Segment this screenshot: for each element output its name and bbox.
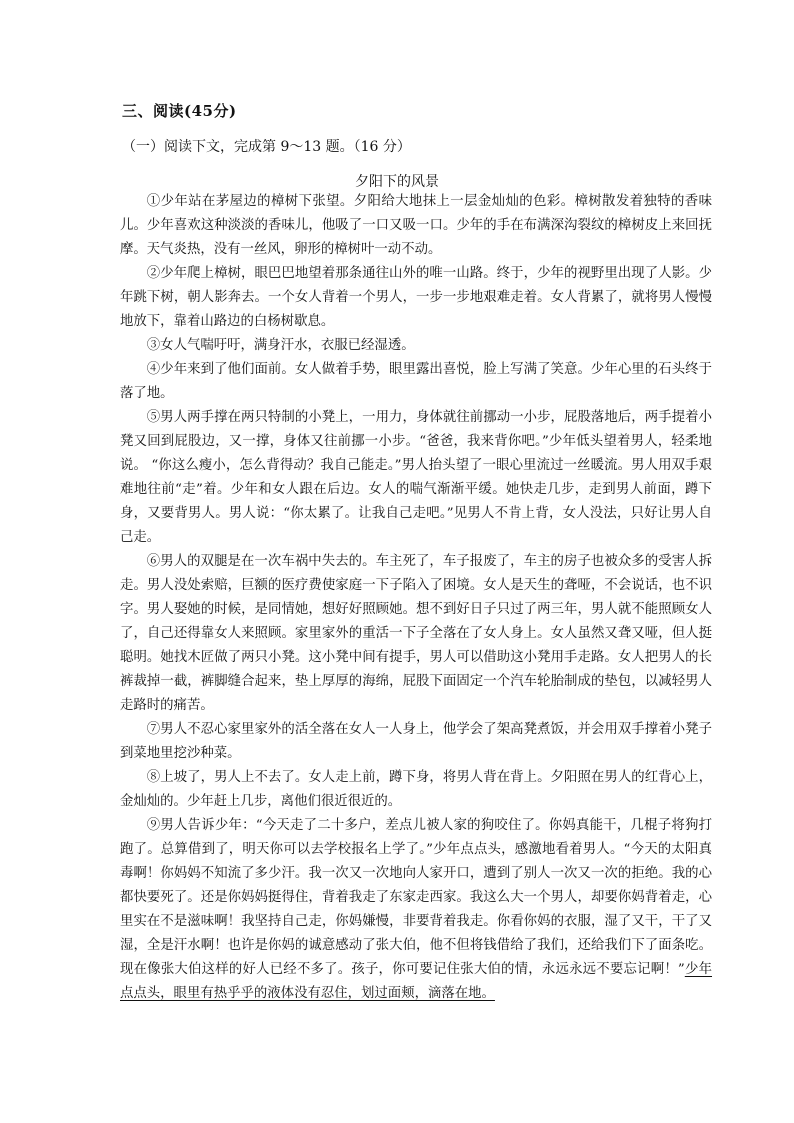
paragraph-3: ③女人气喘吁吁，满身汗水，衣服已经湿透。 — [146, 338, 415, 353]
paragraph-5: ⑤男人两手撑在两只特制的小凳上，一用力，身体就往前挪动一小步，屁股落地后，两手提着小凳又回到屁股边，又一撑，身体又往前挪一小步。“爸爸，我来背你吧。”少年低头望着男人，轻柔地说。 “你这么瘦小，怎么背得动？我自己能走。”男人抬头望了一眼心里流过一丝暖流。男人用双手艰难地往前“走”着。少年和女人跟在后边。女人的喘气渐渐平缓。她快走几步，走到男人前面，蹲下身，又要背男人。男人说：“你太累了。让我自己走吧。”见男人不肯上背，女人没法，只好让男人自己走。 — [120, 410, 712, 545]
paragraph-4: ④少年来到了他们面前。女人做着手势，眼里露出喜悦，脸上写满了笑意。少年心里的石头终于落了地。 — [120, 362, 712, 401]
story-title: 夕阳下的风景 — [355, 174, 439, 190]
paragraph-9 — [120, 814, 712, 1006]
paragraph-8: ⑧上坡了，男人上不去了。女人走上前，蹲下身，将男人背在背上。夕阳照在男人的红背心上，金灿灿的。少年赶上几步，离他们很近很近的。 — [120, 770, 712, 809]
underlined-sentence: 少年点点头，眼里有热乎乎的液体没有忍住，划过面颊，滴落在地。 — [120, 962, 713, 1001]
paragraph-7: ⑦男人不忍心家里家外的活全落在女人一人身上，他学会了架高凳煮饭，并会用双手撑着小凳子到菜地里挖沙种菜。 — [120, 722, 712, 761]
paragraph-2: ②少年爬上樟树，眼巴巴地望着那条通往山外的唯一山路。终于，少年的视野里出现了人影。少年跳下树，朝人影奔去。一个女人背着一个男人，一步一步地艰难走着。女人背累了，就将男人慢慢地放下，靠着山路边的白杨树歇息。 — [120, 266, 712, 329]
paragraph-6: ⑥男人的双腿是在一次车祸中失去的。车主死了，车子报废了，车主的房子也被众多的受害人拆走。男人没处索赔，巨额的医疗费使家庭一下子陷入了困境。女人是天生的聋哑，不会说话，也不识字。男人娶她的时候，是同情她，想好好照顾她。想不到好日子只过了两三年，男人就不能照顾女人了，自己还得靠女人来照顾。家里家外的重活一下子全落在了女人身上。女人虽然又聋又哑，但人挺聪明。她找木匠做了两只小凳。这小凳中间有提手，男人可以借助这小凳用手走路。女人把男人的长裤裁掉一截，裤脚缝合起来，垫上厚厚的海绵，屁股下面固定一个汽车轮胎制成的垫包，以减轻男人走路时的痛苦。 — [120, 554, 712, 713]
section-heading: 三、阅读(45分) — [122, 102, 237, 120]
story-body — [120, 190, 712, 1006]
question-intro: （一）阅读下文，完成第 9～13 题。（16 分） — [122, 139, 411, 155]
paragraph-1: ①少年站在茅屋边的樟树下张望。夕阳给大地抹上一层金灿灿的色彩。樟树散发着独特的香味儿。少年喜欢这种淡淡的香味儿，他吸了一口又吸一口。少年的手在布满深沟裂纹的樟树皮上来回抚摩。天气炎热，没有一丝风，卵形的樟树叶一动不动。 — [120, 194, 712, 257]
paragraph-9-text: ⑨男人告诉少年：“今天走了二十多户，差点儿被人家的狗咬住了。你妈真能干，几棍子将狗打跑了。总算借到了，明天你可以去学校报名上学了。”少年点点头，感激地看着男人。“今天的太阳真毒啊！你妈妈不知流了多少汗。我一次又一次地向人家开口，遭到了别人一次又一次的拒绝。我的心都快要死了。还是你妈妈挺得住，背着我走了东家走西家。我这么大一个男人，却要你妈背着走，心里实在不是滋味啊！我坚持自己走，你妈嫌慢，非要背着我走。你看你妈的衣服，湿了又干，干了又湿，全是汗水啊！也许是你妈的诚意感动了张大伯，他不但将钱借给了我们，还给我们下了面条吃。现在像张大伯这样的好人已经不多了。孩子，你可要记住张大伯的情，永远永远不要忘记啊！” — [120, 818, 712, 977]
